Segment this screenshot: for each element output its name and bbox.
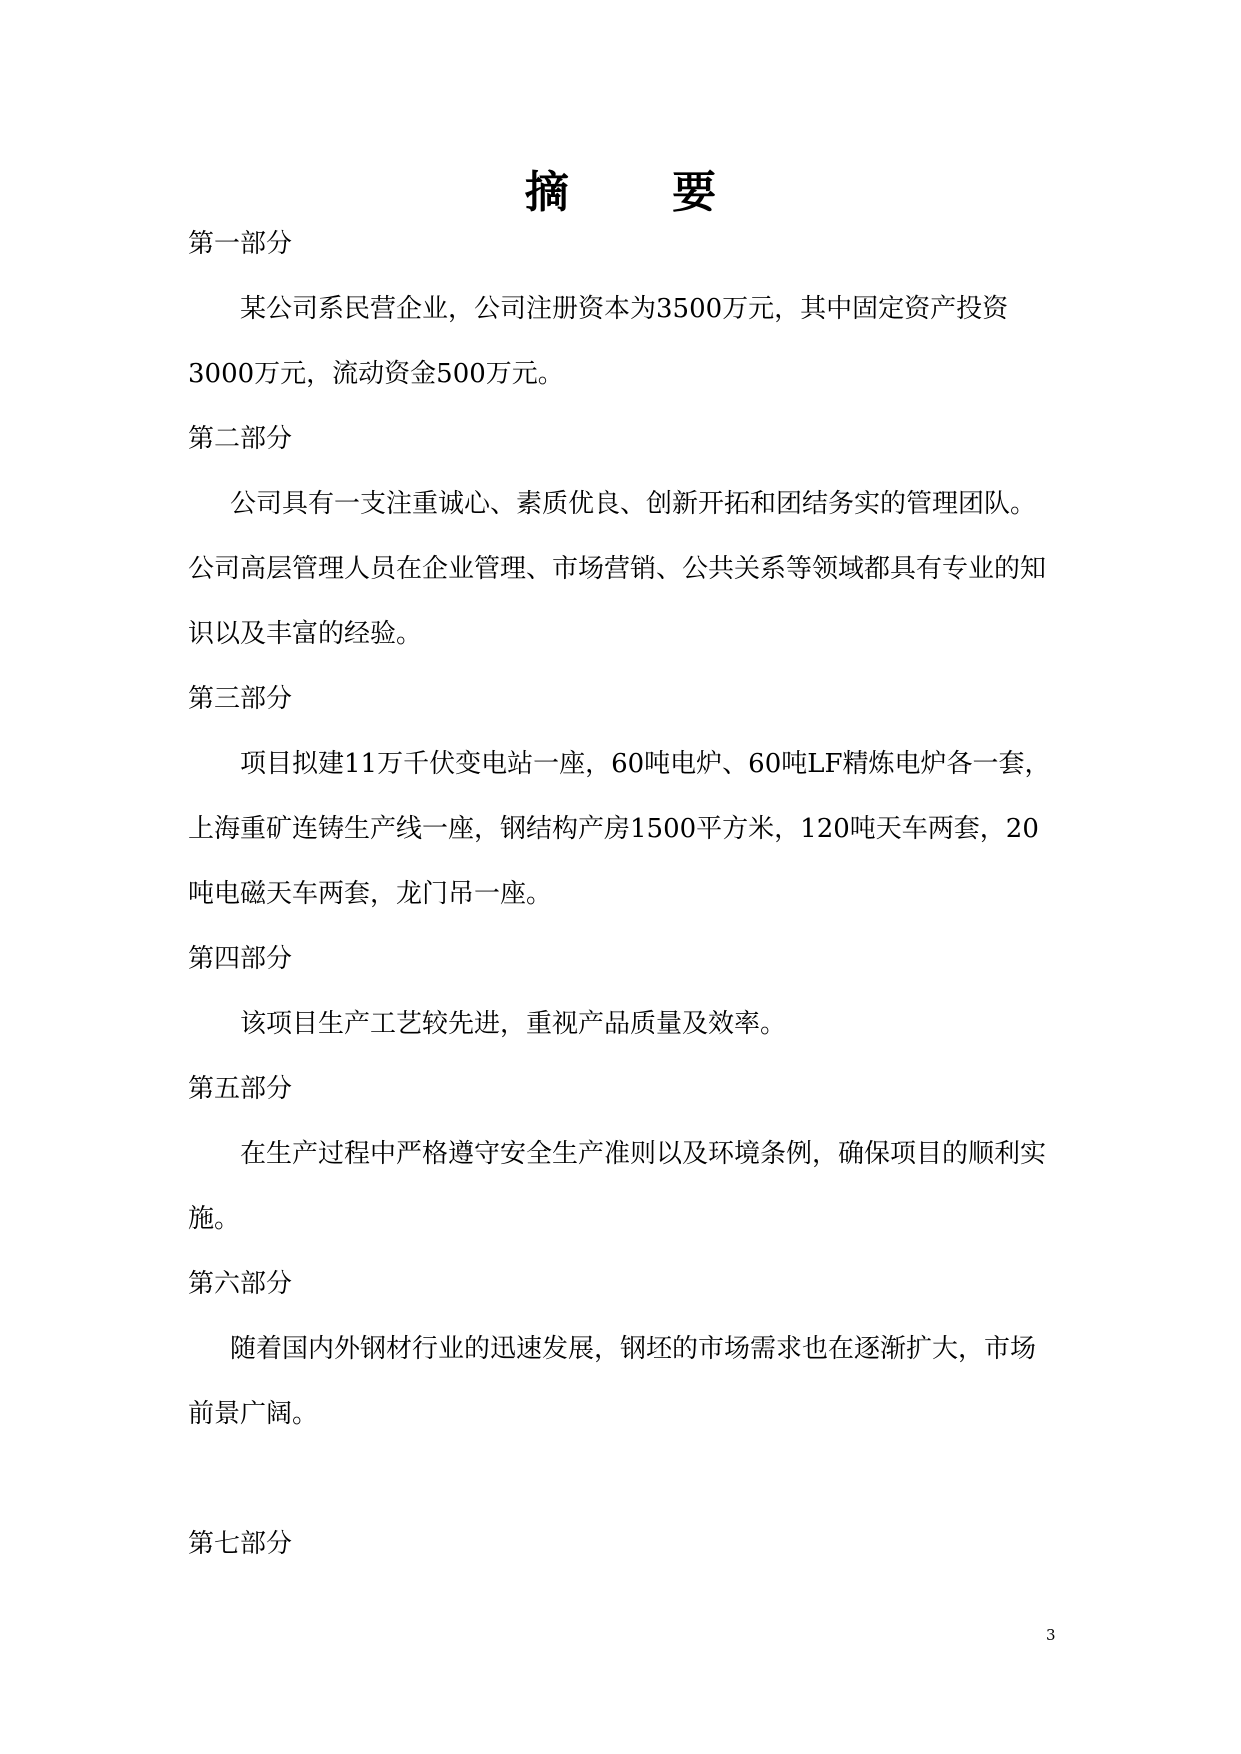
page-number: 3 xyxy=(1046,1626,1056,1644)
section-heading: 第五部分 xyxy=(188,1074,293,1104)
section-paragraph: 在生产过程中严格遵守安全生产准则以及环境条例，确保项目的顺利实施。 xyxy=(188,1139,1047,1234)
section-3 xyxy=(188,667,1058,927)
section-paragraph: 随着国内外钢材行业的迅速发展，钢坯的市场需求也在逐渐扩大，市场前景广阔。 xyxy=(188,1334,1037,1429)
section-paragraph: 项目拟建11万千伏变电站一座，60吨电炉、60吨LF精炼电炉各一套，上海重矿连铸生产线一座，钢结构产房1500平方米，120吨天车两套，20吨电磁天车两套，龙门吊一座。 xyxy=(188,749,1051,909)
section-heading: 第四部分 xyxy=(188,944,293,974)
section-6 xyxy=(188,1252,1058,1447)
page-title: 摘 要 xyxy=(524,167,761,219)
section-4 xyxy=(188,927,1058,1057)
document-body xyxy=(188,212,1058,1577)
section-2 xyxy=(188,407,1058,667)
section-5 xyxy=(188,1057,1058,1252)
section-heading: 第二部分 xyxy=(188,424,293,454)
section-1 xyxy=(188,212,1058,407)
section-7 xyxy=(188,1512,1058,1577)
section-paragraph: 某公司系民营企业，公司注册资本为3500万元，其中固定资产投资3000万元，流动资金500万元。 xyxy=(188,294,1009,389)
blank-line xyxy=(188,1447,1058,1512)
section-paragraph: 公司具有一支注重诚心、素质优良、创新开拓和团结务实的管理团队。公司高层管理人员在企业管理、市场营销、公共关系等领域都具有专业的知识以及丰富的经验。 xyxy=(188,489,1047,649)
section-heading: 第七部分 xyxy=(188,1529,293,1559)
section-paragraph: 该项目生产工艺较先进，重视产品质量及效率。 xyxy=(240,1009,787,1039)
section-heading: 第六部分 xyxy=(188,1269,293,1299)
section-heading: 第三部分 xyxy=(188,684,293,714)
section-heading: 第一部分 xyxy=(188,229,293,259)
